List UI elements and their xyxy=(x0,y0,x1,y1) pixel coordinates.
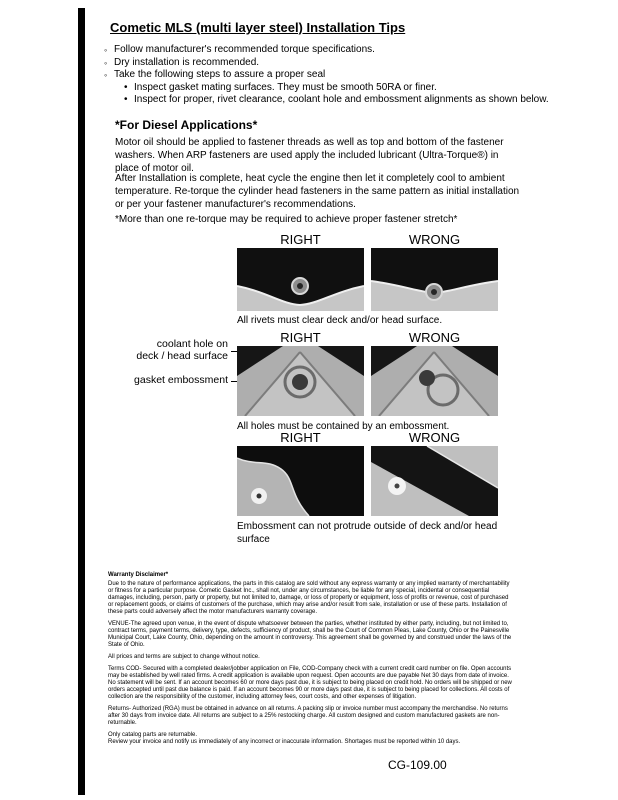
embossment-wrong-photo xyxy=(371,346,498,416)
warranty-paragraph: Due to the nature of performance applications, the parts in this catalog are sold without any express warranty or any implied warranty of merchantability or fitness for a particular purpose. Cometic Gasket Inc., shall not, under any circumstances, be liable for any special, incidental or consequential damages, including, person, party or property, but not limited to, damage, or loss of property or equipment, loss of profits or revenue, cost of purchased or replacement goods, or claims of customers of the purchase, which may arise and/or result from sale, installation or use of these parts. Installation of these parts could adversely affect the motor manufacturers warranty coverage. xyxy=(108,581,510,615)
tip-text: Follow manufacturer's recommended torque specifications. xyxy=(114,44,375,55)
rivet-right-photo xyxy=(237,248,364,311)
bullet-marker: • xyxy=(124,81,128,93)
annotation-text: deck / head surface xyxy=(136,350,228,362)
embossment-wrong-photo-graphic xyxy=(371,346,498,416)
bullet-marker: ◦ xyxy=(104,45,108,55)
diagram-caption: All rivets must clear deck and/or head surface. xyxy=(237,315,443,326)
diesel-applications-heading: *For Diesel Applications* xyxy=(115,118,258,132)
diagram-caption: Embossment can not protrude outside of deck and/or head surface xyxy=(237,521,498,545)
tip-text: Inspect gasket mating surfaces. They must be smooth 50RA or finer. xyxy=(134,81,437,93)
page-number: CG-109.00 xyxy=(388,758,447,772)
list-item xyxy=(104,44,609,57)
gasket-embossment-annotation: gasket embossment xyxy=(134,374,228,386)
list-item xyxy=(104,69,609,82)
protrusion-wrong-photo xyxy=(371,446,498,516)
wrong-label: WRONG xyxy=(408,330,461,345)
warranty-paragraph: All prices and terms are subject to change without notice. xyxy=(108,654,260,660)
embossment-right-photo-graphic xyxy=(237,346,364,416)
warranty-paragraph: Only catalog parts are returnable. xyxy=(108,732,198,738)
bullet-marker: ◦ xyxy=(104,70,108,80)
protrusion-right-photo-graphic xyxy=(237,446,364,516)
annotation-text: coolant hole on xyxy=(156,338,228,350)
page-title: Cometic MLS (multi layer steel) Installation Tips xyxy=(110,20,406,35)
retorque-note: *More than one re-torque may be required to achieve proper fastener stretch* xyxy=(115,214,458,225)
protrusion-right-photo xyxy=(237,446,364,516)
right-label: RIGHT xyxy=(280,330,321,345)
right-label: RIGHT xyxy=(280,232,321,247)
tips-list xyxy=(104,44,609,107)
right-label: RIGHT xyxy=(280,430,321,445)
list-item xyxy=(124,82,609,95)
warranty-paragraph: VENUE-The agreed upon venue, in the event of dispute whatsoever between the parties, whether instituted by either party, including, but not limited to, contract terms, payment terms, delivery, type, defects, sufficiency of product, shall be the Court of Common Pleas, Lake County, Ohio or the Painesville Municipal Court, Lake County, Ohio, depending on the amount in controversy. This agreement shall be governed by and construed under the laws of the State of Ohio. xyxy=(108,621,512,648)
diesel-paragraph-2: After Installation is complete, heat cycle the engine then let it completely cool to ambient temperature. Re-torque the cylinder head fasteners in the same pattern as initial installation or per your fastener manufacturer's recommendations. xyxy=(115,173,520,210)
list-item xyxy=(124,94,609,107)
coolant-hole-annotation xyxy=(104,338,228,362)
list-item xyxy=(104,57,609,70)
warranty-heading: Warranty Disclaimer* xyxy=(108,572,169,578)
tip-text: Take the following steps to assure a proper seal xyxy=(114,69,326,80)
warranty-section xyxy=(108,572,514,746)
tip-text: Inspect for proper, rivet clearance, coolant hole and embossment alignments as shown below. xyxy=(134,94,549,105)
warranty-paragraph: Review your invoice and notify us immediately of any incorrect or inaccurate information. Shortages must be reported within 10 days. xyxy=(108,739,461,745)
diagram-section xyxy=(0,230,618,575)
tip-text: Dry installation is recommended. xyxy=(114,56,260,68)
wrong-label: WRONG xyxy=(408,430,461,445)
warranty-paragraph: Terms COD- Secured with a completed dealer/jobber application on File, COD-Company check with a current credit card number on file. Open accounts may be established by well rated firms. A credit application is available upon request. Open accounts are due payable Net 30 days from date of invoice. No statement will be sent. If an account becomes 60 or more days past due, it is subject to being placed on credit hold. No orders will be shipped or new orders accepted until past due balance is paid. If an account becomes 90 or more days past due, it is subject to being placed for collections. All costs of collection are the responsibility of the customer, including attorney fees, court costs, and other expenses of litigation. xyxy=(108,666,512,700)
bullet-marker: ◦ xyxy=(104,57,108,68)
bullet-marker: • xyxy=(124,94,128,105)
wrong-label: WRONG xyxy=(408,232,461,247)
rivet-wrong-photo xyxy=(371,248,498,311)
embossment-right-photo xyxy=(237,346,364,416)
warranty-paragraph: Returns- Authorized (RGA) must be obtained in advance on all returns. A packing slip or invoice number must accompany the merchandise. No returns after 30 days from invoice date. All returns are subject to a 25% restocking charge. All custom designed and custom manufactured gaskets are non-returnable. xyxy=(108,706,508,726)
rivet-wrong-photo-graphic xyxy=(371,248,498,311)
protrusion-wrong-photo-graphic xyxy=(371,446,498,516)
diesel-paragraph-1: Motor oil should be applied to fastener threads as well as top and bottom of the fastener washers. When ARP fasteners are used apply the included lubricant (Ultra-Torque®) in place of motor oil. xyxy=(115,137,504,174)
diagram-caption: All holes must be contained by an embossment. xyxy=(237,421,450,432)
rivet-right-photo-graphic xyxy=(237,248,364,311)
